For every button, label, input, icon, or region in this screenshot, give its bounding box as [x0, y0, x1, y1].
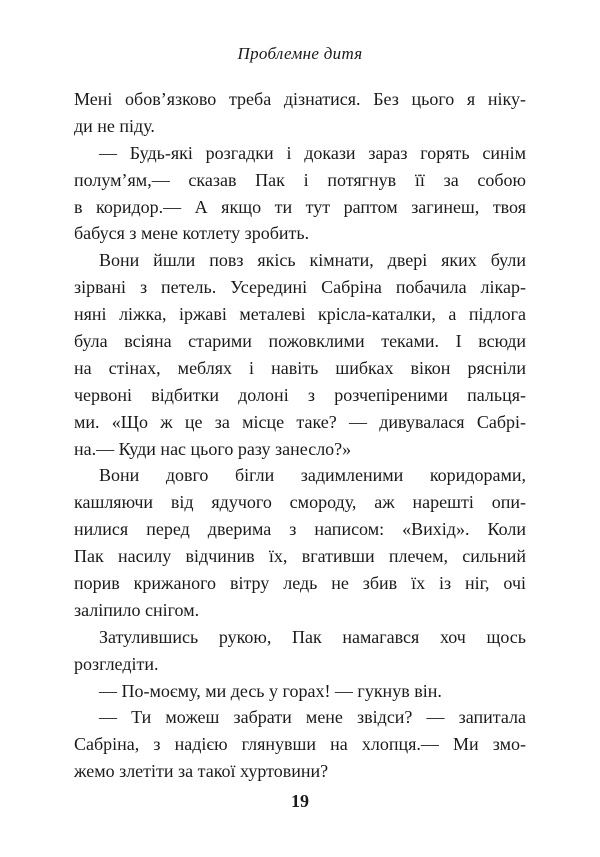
text-line: бабуся з мене котлету зробить. — [74, 223, 310, 244]
running-head: Проблемне дитя — [237, 44, 363, 63]
page-number: 19 — [291, 791, 309, 811]
text-line: на стінах, меблях і навіть шибках вікон рясніли — [74, 357, 526, 378]
text-line: Вони йшли повз якісь кімнати, двері яких були — [99, 250, 526, 271]
text-line: зірвані з петель. Усередині Сабріна побачила лікар- — [74, 277, 526, 298]
text-line: Вони довго бігли задимленими коридорами, — [99, 465, 526, 486]
text-line: на.— Куди нас цього разу занесло?» — [74, 438, 352, 459]
text-line: няні ліжка, іржаві металеві крісла-каталки, а підлога — [74, 304, 526, 325]
text-line: ди не піду. — [74, 115, 155, 136]
text-line: Затулившись рукою, Пак намагався хоч щось — [99, 626, 526, 647]
text-line: ми. «Що ж це за місце таке? — дивувалася Сабрі- — [74, 411, 526, 432]
text-line: — Будь-які розгадки і докази зараз горять синім — [99, 142, 526, 163]
text-line: розгледіти. — [74, 653, 159, 674]
text-line: нилися перед дверима з написом: «Вихід». Коли — [74, 519, 526, 540]
text-line: кашляючи від ядучого смороду, аж нарешті опи- — [74, 492, 526, 513]
text-line: — По-моєму, ми десь у горах! — гукнув він. — [99, 680, 442, 701]
text-line: Мені обов’язково треба дізнатися. Без цього я ніку- — [74, 89, 526, 109]
text-line: червоні відбитки долоні з розчепіреними пальця- — [74, 384, 526, 405]
text-line: в коридор.— А якщо ти тут раптом загинеш, твоя — [74, 196, 526, 217]
body-text — [74, 86, 526, 785]
text-line: була всіяна старими пожовклими теками. І всюди — [74, 331, 526, 352]
text-line: Сабріна, з надією глянувши на хлопця.— Ми змо- — [74, 734, 526, 755]
text-line: Пак насилу відчинив їх, вгативши плечем, сильний — [74, 546, 526, 567]
text-line: полум’ям,— сказав Пак і потягнув її за собою — [74, 169, 526, 190]
text-line: заліпило снігом. — [74, 599, 200, 620]
text-line: — Ти можеш забрати мене звідси? — запитала — [99, 707, 526, 728]
text-line: жемо злетіти за такої хуртовини? — [74, 761, 329, 782]
text-line: порив крижаного вітру ледь не збив їх із ніг, очі — [74, 573, 526, 594]
